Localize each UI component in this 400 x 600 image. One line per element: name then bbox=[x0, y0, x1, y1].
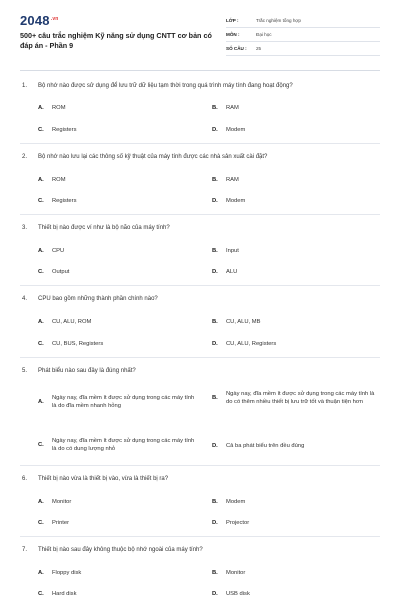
answer-option[interactable] bbox=[212, 442, 304, 450]
option-text: CU, BUS, Registers bbox=[52, 341, 104, 347]
question-text bbox=[22, 153, 267, 161]
answer-option[interactable] bbox=[38, 437, 206, 453]
option-text: CU, ALU, ROM bbox=[52, 319, 92, 325]
question-body: CPU bao gồm những thành phần chính nào? bbox=[38, 296, 158, 302]
option-text: RAM bbox=[226, 177, 239, 183]
answer-option[interactable] bbox=[38, 197, 76, 205]
option-letter: D. bbox=[212, 591, 218, 597]
question-text bbox=[22, 295, 158, 303]
answer-option[interactable] bbox=[212, 569, 245, 577]
option-letter: D. bbox=[212, 443, 218, 449]
meta-row-subject bbox=[226, 28, 380, 42]
question-divider bbox=[20, 357, 380, 358]
question-body: Thiết bị nào sau đây không thuộc bộ nhớ ngoài của máy tính? bbox=[38, 547, 203, 553]
page-header bbox=[0, 0, 400, 66]
question-number: 2. bbox=[22, 154, 28, 160]
option-letter: B. bbox=[212, 395, 218, 401]
logo-suffix: .vn bbox=[50, 15, 59, 22]
answer-option[interactable] bbox=[38, 176, 66, 184]
answer-option[interactable] bbox=[38, 340, 103, 348]
option-text: Floppy disk bbox=[52, 570, 82, 576]
question-text bbox=[22, 224, 170, 232]
answer-option[interactable] bbox=[38, 519, 69, 527]
answer-option[interactable] bbox=[38, 318, 91, 326]
option-text: Monitor bbox=[52, 499, 72, 505]
meta-row-count bbox=[226, 42, 380, 56]
question-divider bbox=[20, 536, 380, 537]
question-text bbox=[22, 82, 293, 90]
option-text: Registers bbox=[52, 198, 77, 204]
question-number: 7. bbox=[22, 547, 28, 553]
answer-option[interactable] bbox=[38, 247, 64, 255]
meta-label: MÔN : bbox=[226, 32, 240, 37]
answer-option[interactable] bbox=[212, 590, 250, 598]
option-letter: A. bbox=[38, 499, 44, 505]
site-logo[interactable] bbox=[20, 13, 59, 28]
answer-option[interactable] bbox=[38, 394, 206, 410]
option-text: Printer bbox=[52, 520, 70, 526]
option-letter: B. bbox=[212, 319, 218, 325]
option-text: USB disk bbox=[226, 591, 250, 597]
meta-label: SỐ CÂU : bbox=[226, 46, 247, 51]
option-letter: D. bbox=[212, 198, 218, 204]
option-text: ROM bbox=[52, 177, 66, 183]
answer-option[interactable] bbox=[212, 340, 276, 348]
question-divider bbox=[20, 285, 380, 286]
option-text: Registers bbox=[52, 127, 77, 133]
meta-value: 25 bbox=[256, 46, 262, 51]
question-number: 1. bbox=[22, 83, 28, 89]
option-text: Hard disk bbox=[52, 591, 77, 597]
option-text: CU, ALU, MB bbox=[226, 319, 261, 325]
question-body: Phát biểu nào sau đây là đúng nhất? bbox=[38, 368, 136, 374]
question-number: 6. bbox=[22, 476, 28, 482]
question-text bbox=[22, 546, 203, 554]
answer-option[interactable] bbox=[212, 197, 245, 205]
option-text: Modem bbox=[226, 499, 246, 505]
answer-option[interactable] bbox=[38, 126, 76, 134]
answer-option[interactable] bbox=[38, 498, 71, 506]
answer-option[interactable] bbox=[212, 390, 380, 406]
option-letter: B. bbox=[212, 105, 218, 111]
option-text: CU, ALU, Registers bbox=[226, 341, 277, 347]
exam-meta-table bbox=[226, 14, 380, 56]
question-body: Thiết bị nào vừa là thiết bị vào, vừa là thiết bị ra? bbox=[38, 476, 169, 482]
question-body: Bộ nhớ nào lưu lại các thông số kỹ thuật của máy tính được các nhà sản xuất cài đặt? bbox=[38, 154, 268, 160]
option-text: ALU bbox=[226, 269, 238, 275]
option-text: Modem bbox=[226, 198, 246, 204]
header-divider bbox=[20, 70, 380, 71]
option-letter: A. bbox=[38, 177, 44, 183]
answer-option[interactable] bbox=[38, 268, 69, 276]
logo-text: 2048 bbox=[20, 13, 50, 28]
option-letter: C. bbox=[38, 269, 44, 275]
option-letter: C. bbox=[38, 127, 44, 133]
option-letter: B. bbox=[212, 248, 218, 254]
option-letter: C. bbox=[38, 520, 44, 526]
meta-row-class bbox=[226, 14, 380, 28]
option-text: Input bbox=[226, 248, 239, 254]
question-text bbox=[22, 475, 168, 483]
question-number: 4. bbox=[22, 296, 28, 302]
option-text: Modem bbox=[226, 127, 246, 133]
meta-value: Đại học bbox=[256, 32, 272, 37]
answer-option[interactable] bbox=[38, 569, 81, 577]
answer-option[interactable] bbox=[212, 268, 237, 276]
question-number: 5. bbox=[22, 368, 28, 374]
option-letter: D. bbox=[212, 341, 218, 347]
meta-label: LỚP : bbox=[226, 18, 239, 23]
option-text: Ngày nay, đĩa mềm ít được sử dụng trong các máy tính là do đĩa mềm nhanh hỏng bbox=[52, 395, 195, 409]
option-letter: C. bbox=[38, 198, 44, 204]
answer-option[interactable] bbox=[38, 590, 76, 598]
option-text: CPU bbox=[52, 248, 65, 254]
option-letter: D. bbox=[212, 269, 218, 275]
question-divider bbox=[20, 143, 380, 144]
option-letter: A. bbox=[38, 248, 44, 254]
answer-option[interactable] bbox=[212, 519, 249, 527]
option-letter: C. bbox=[38, 442, 44, 448]
option-letter: A. bbox=[38, 319, 44, 325]
option-letter: B. bbox=[212, 177, 218, 183]
option-text: Cả ba phát biểu trên đều đúng bbox=[226, 443, 305, 449]
option-letter: B. bbox=[212, 570, 218, 576]
answer-option[interactable] bbox=[212, 104, 239, 112]
answer-option[interactable] bbox=[212, 176, 239, 184]
option-text: Ngày nay, đĩa mềm ít được sử dụng trong các máy tính là do có thêm nhiều thiết bị lưu trữ tốt và thuận tiện hơn bbox=[226, 391, 375, 405]
option-text: Ngày nay, đĩa mềm ít được sử dụng trong các máy tính là do có dung lượng nhỏ bbox=[52, 438, 195, 452]
answer-option[interactable] bbox=[212, 318, 260, 326]
option-letter: A. bbox=[38, 105, 44, 111]
answer-option[interactable] bbox=[212, 126, 245, 134]
option-text: Projector bbox=[226, 520, 250, 526]
question-body: Thiết bị nào được ví như là bộ não của máy tính? bbox=[38, 225, 170, 231]
answer-option[interactable] bbox=[38, 104, 66, 112]
option-letter: B. bbox=[212, 499, 218, 505]
answer-option[interactable] bbox=[212, 498, 245, 506]
question-divider bbox=[20, 214, 380, 215]
option-text: Monitor bbox=[226, 570, 246, 576]
question-body: Bộ nhớ nào được sử dụng để lưu trữ dữ liệu tạm thời trong quá trình máy tính đang hoạt động? bbox=[38, 83, 293, 89]
option-letter: C. bbox=[38, 341, 44, 347]
option-text: Output bbox=[52, 269, 70, 275]
document-title: 500+ câu trắc nghiệm Kỹ năng sử dụng CNTT cơ bản có đáp án - Phần 9 bbox=[20, 31, 212, 50]
answer-option[interactable] bbox=[212, 247, 239, 255]
question-number: 3. bbox=[22, 225, 28, 231]
option-letter: A. bbox=[38, 399, 44, 405]
option-letter: A. bbox=[38, 570, 44, 576]
meta-value: Trắc nghiệm tổng hợp bbox=[256, 18, 301, 23]
option-text: RAM bbox=[226, 105, 239, 111]
question-divider bbox=[20, 465, 380, 466]
option-letter: D. bbox=[212, 520, 218, 526]
option-letter: D. bbox=[212, 127, 218, 133]
question-text bbox=[22, 367, 136, 375]
option-letter: C. bbox=[38, 591, 44, 597]
option-text: ROM bbox=[52, 105, 66, 111]
